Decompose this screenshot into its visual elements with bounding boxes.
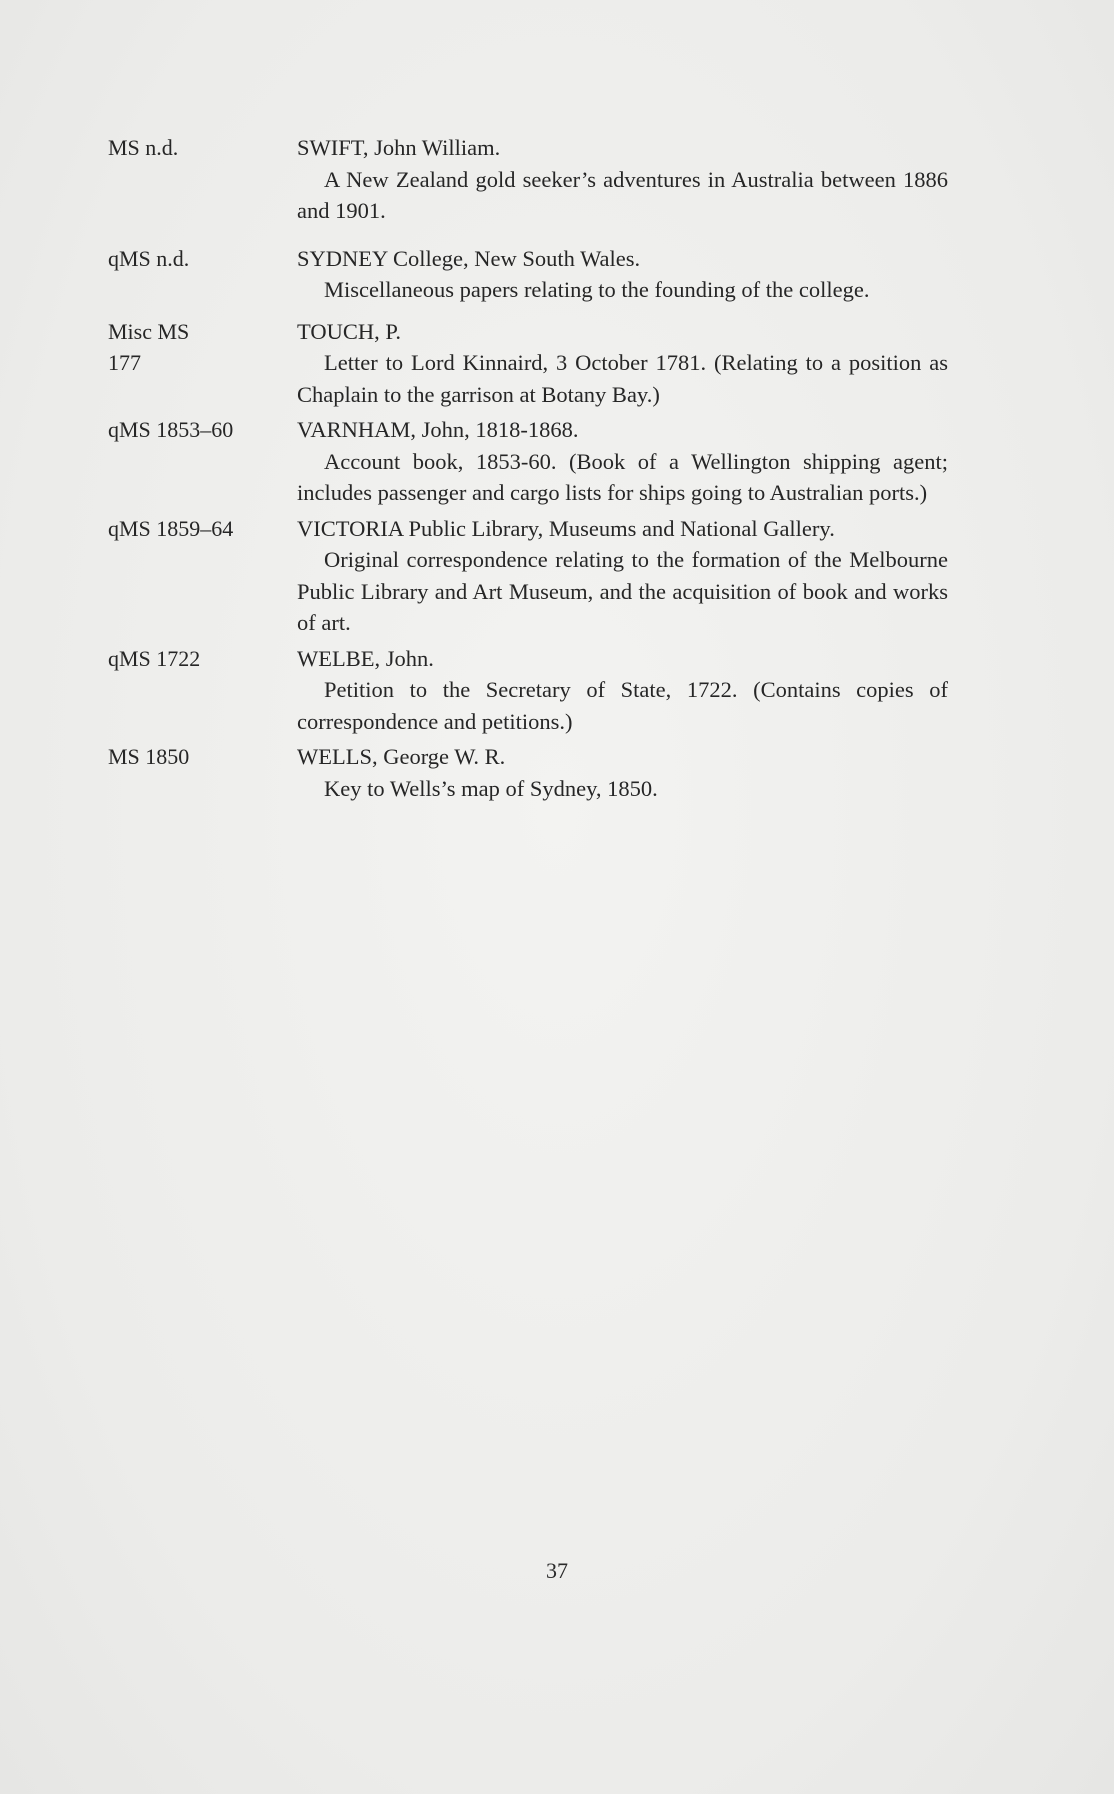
shelf-mark: qMS 1853–60 — [108, 417, 234, 442]
shelf-mark: MS 1850 — [108, 744, 190, 769]
catalogue-entry — [108, 513, 948, 639]
entry-heading: VICTORIA Public Library, Museums and National Gallery. — [297, 515, 835, 541]
page-number: 37 — [546, 1558, 568, 1583]
entry-body — [297, 243, 948, 306]
entry-heading: SYDNEY College, New South Wales. — [297, 245, 641, 271]
shelf-mark: qMS n.d. — [108, 245, 190, 271]
catalogue-entry — [108, 414, 948, 509]
entry-description: Original correspondence relating to the formation of the Melbourne Public Library and Art Museum, and the acquisition of book and works of art. — [297, 547, 948, 635]
entry-description: Miscellaneous papers relating to the founding of the college. — [324, 277, 870, 302]
entry-body — [297, 316, 948, 411]
shelf-mark: Misc MS 177 — [108, 318, 190, 375]
entry-heading: TOUCH, P. — [297, 318, 401, 344]
entry-heading: WELLS, George W. R. — [297, 744, 506, 769]
catalogue-entry — [108, 741, 948, 804]
shelf-mark: qMS 1859–64 — [108, 515, 234, 541]
entry-description: A New Zealand gold seeker’s adventures in Australia between 1886 and 1901. — [297, 166, 948, 223]
entry-body — [297, 741, 948, 804]
catalogue-entry — [108, 132, 948, 227]
catalogue-entry — [108, 316, 948, 411]
catalogue-entries — [108, 132, 948, 804]
entry-heading: SWIFT, John William. — [297, 135, 501, 160]
entry-body — [297, 513, 948, 639]
entry-heading: WELBE, John. — [297, 645, 434, 671]
entry-description: Petition to the Secretary of State, 1722. (Contains copies of correspondence and petitions.) — [297, 677, 948, 734]
catalogue-entry — [108, 643, 948, 738]
shelf-mark: MS n.d. — [108, 135, 179, 160]
entry-description: Letter to Lord Kinnaird, 3 October 1781. (Relating to a position as Chaplain to the garrison at Botany Bay.) — [297, 350, 948, 407]
entry-body — [297, 414, 948, 509]
entry-description: Key to Wells’s map of Sydney, 1850. — [324, 775, 658, 801]
entry-heading: VARNHAM, John, 1818-1868. — [297, 417, 579, 442]
entry-description: Account book, 1853-60. (Book of a Wellington shipping agent; includes passenger and cargo lists for ships going to Australian ports.) — [297, 448, 948, 505]
catalogue-entry — [108, 243, 948, 306]
entry-body — [297, 132, 948, 227]
shelf-mark: qMS 1722 — [108, 645, 201, 671]
entry-body — [297, 643, 948, 738]
